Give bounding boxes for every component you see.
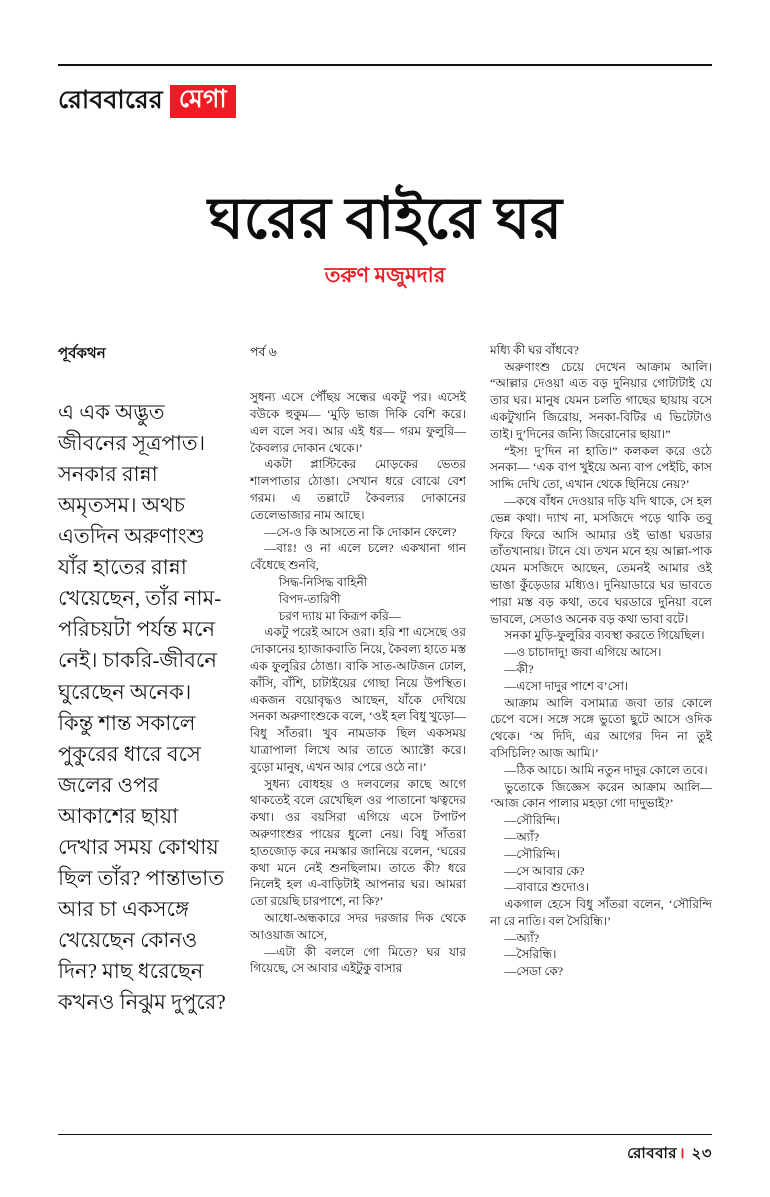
paragraph: —বাবারে শুদোও। — [504, 880, 590, 895]
masthead — [58, 80, 712, 123]
intro-heading: পূর্বকথন — [58, 345, 106, 362]
footer-label: রোববার — [627, 1146, 678, 1162]
paragraph: মধ্যি কী ঘর বাঁধবে? — [490, 342, 579, 357]
part-label: পর্ব ৬ — [250, 344, 277, 359]
paragraph: —ঠিক আচে। আমি নতুন দাদুর কোলে তবে। — [504, 762, 708, 777]
column-right — [490, 342, 712, 980]
column-middle — [250, 342, 466, 977]
paragraph: “ইস! দু’দিন না হাতি।” কলকল করে ওঠে সনকা— ‘এক বাপ খুইয়ে অন্য বাপ পেইচি, কাস সাদ্দি দেখি তো, এখান থেকে ছিনিয়ে নেয়?’ — [490, 443, 712, 492]
paragraph: —অ্যাঁ? — [504, 829, 540, 844]
paragraph: সুধন্য এসে পৌঁছয় সন্ধের একটু পর। এসেই বউকে হুকুম— ‘মুড়ি ভাজ দিকি বেশি করে। এল বলে সব। আর এই ধর— গরম ফুলুরি— কৈবল্যর দোকান থেকে।’ — [250, 390, 466, 455]
article-body — [58, 342, 712, 1019]
page-footer — [58, 1134, 712, 1167]
middle-paragraphs — [250, 389, 466, 977]
paragraph: —কষে বাঁধন দেওয়ার দড়ি যদি থাকে, সে হল ভেন্ন কথা। দ্যাখ না, মসজিদে পড়ে থাকি তবু ফিরে ফিরে আসি আমার ওই ভাঙা ঘরডার তাঁতখানায়। টানে যে। তখন মনে হয় আল্লা-পাক যেমন মসজিদে আছেন, তেমনই আমার ওই ভাঙা কুঁড়েডার মধ্যিও। দুনিয়াডারে ঘর ভাবতে পারা মস্ত বড় কথা, তবে ঘরডারে দুনিয়া বলে ভাবলে, সেডাও অনেক বড় কথা ভাবা বটে। — [490, 493, 712, 626]
paragraph: আধো-অন্ধকারে সদর দরজার দিক থেকে আওয়াজ আসে, — [250, 911, 466, 942]
paragraph: —সৈরিন্ধি। — [504, 947, 557, 962]
paragraph: —বাঃ! ও না এলে চলে? একখানা গান বেঁধেছে শুনবি, — [250, 541, 466, 573]
footer-rule — [58, 1134, 712, 1135]
paragraph: একগাল হেসে বিধু সাঁতরা বলেন, ‘সৌরিন্দি না রে নাতি। বল সৈরিন্ধি।’ — [490, 897, 712, 928]
paragraph: সনকা মুড়ি-ফুলুরির ব্যবস্থা করতে গিয়েছিল। — [504, 628, 705, 643]
paragraph: —এটা কী বললে গো মিতে? ঘর যার গিয়েছে, সে আবার এইটুকু বাসার — [250, 944, 466, 976]
paragraph: সিদ্ধ-নিসিদ্ধ বাহিনী — [278, 575, 368, 590]
paragraph: একটু পরেই আসে ওরা। হরি শা এসেছে ওর দোকানের হ্যাজাকবাতি নিয়ে, কৈবল্য হাতে মস্ত এক ফুলুরির ঠোঙা। বাকি সাত-আটজন ঢোল, কাঁসি, বাঁশি, চাটাইয়ের গোছা নিয়ে উপস্থিত। একজন বয়োবৃদ্ধও আছেন, যাঁকে দেখিয়ে সনকা অরুণাংশুকে বলে, ‘ওই হল বিধু খুড়ো— বিধু সাঁতরা। খুব নামডাক ছিল একসময় যাত্রাপালা লিখে আর তাতে অ্যাক্টো করে। বুড়ো মানুষ, এখন আর পেরে ওঠে না।’ — [250, 625, 466, 774]
paragraph: —সে-ও কি আসতে না কি দোকান ফেলে? — [264, 524, 457, 539]
footer-separator: । — [679, 1146, 686, 1162]
paragraph: —ও চাচাদাদু! জবা এগিয়ে আসে। — [504, 645, 662, 660]
page-number: ২৩ — [691, 1146, 712, 1162]
paragraph: —সেডা কে? — [504, 964, 564, 979]
article-title: ঘরের বাইরে ঘর — [207, 186, 563, 251]
paragraph: আক্রাম আলি বসামাত্র জবা তার কোলে চেপে বসে। সঙ্গে সঙ্গে ভুতো ছুটে আসে ওদিক থেকে। ‘অ দিদি, এর আগের দিন না তুই বসিচিলি? আজ আমি।’ — [490, 695, 712, 760]
paragraph: —সে আবার কে? — [504, 863, 585, 878]
intro-text: এ এক অদ্ভুত জীবনের সূত্রপাত। সনকার রান্না অমৃতসম। অথচ এতদিন অরুণাংশু যাঁর হাতের রান্না খেয়েছেন, তাঁর নাম-পরিচয়টা পর্যন্ত মনে নেই। চাকরি-জীবনে ঘুরেছেন অনেক। কিন্তু শান্ত সকালে পুকুরের ধারে বসে জলের ওপর আকাশের ছায়া দেখার সময় কোথায় ছিল তাঁর? পান্তাভাত আর চা একসঙ্গে খেয়েছেন কোনও দিন? মাছ ধরেছেন কখনও নিঝুম দুপুরে? — [58, 399, 226, 1015]
paragraph: —সৌরিন্দি। — [504, 813, 561, 828]
paragraph: একটা প্লাস্টিকের মোড়কের ভেতর শালপাতার ঠোঙা। সেখান ধরে বোঝে বেশ গরম। এ তল্লাটে কৈবল্যর দোকানের তেলেভাজার নাম আছে। — [250, 457, 466, 522]
paragraph: —অ্যাঁ? — [504, 930, 540, 945]
paragraph: —কী? — [504, 661, 534, 676]
paragraph: সুধন্য বোধহয় ও দলবলের কাছে আগে থাকতেই বলে রেখেছিল ওর পাতানো ঋত্বদের কথা। ওর বয়সিরা এগিয়ে এসে টপাটপ অরুণাংশুর পায়ের ধুলো নেয়। বিধু সাঁতরা হাতজোড় করে নমস্কার জানিয়ে বলেন, ‘ঘরের কথা মনে নেই শুনছিলাম। তাতে কী? ধরে নিলেই হল এ-বাড়িটাই আপনার ঘর। আমরা তো রয়েছি চারপাশে, না কি?’ — [250, 776, 466, 909]
paragraph: —এসো দাদুর পাশে ব’সো। — [504, 678, 629, 693]
paragraph: ভুতোকে জিজ্ঞেস করেন আক্রাম আলি— ‘আজ কোন পালার মহড়া গো দাদুভাই?’ — [490, 779, 712, 811]
article-author: তরুণ মজুমদার — [324, 262, 446, 287]
footer-text — [58, 1142, 712, 1167]
column-intro — [58, 342, 226, 1019]
paragraph: অরুণাংশু চেয়ে দেখেন আক্রাম আলি। “আল্লার দেওয়া এত বড় দুনিয়ার গোটাটাই যে তার ঘর। মানুষ যেমন চলতি গাছের ছায়ায় বসে একটুখানি জিরোয়, সনকা-বিটির এ ভিটেটাও তাই। দু’দিনের জন্যি জিরোনোর ছায়া।” — [490, 359, 712, 441]
paragraph: —সৌরিন্দি। — [504, 846, 561, 861]
right-paragraphs — [490, 342, 712, 980]
paragraph: বিপদ-তারিণী — [278, 591, 341, 606]
paragraph: চরণ দ্যায় মা কিরূপ করি— — [278, 608, 401, 623]
masthead-brand-text: রোববারের — [58, 87, 163, 114]
top-rule — [58, 64, 712, 66]
masthead-badge: মেগা — [170, 85, 236, 119]
